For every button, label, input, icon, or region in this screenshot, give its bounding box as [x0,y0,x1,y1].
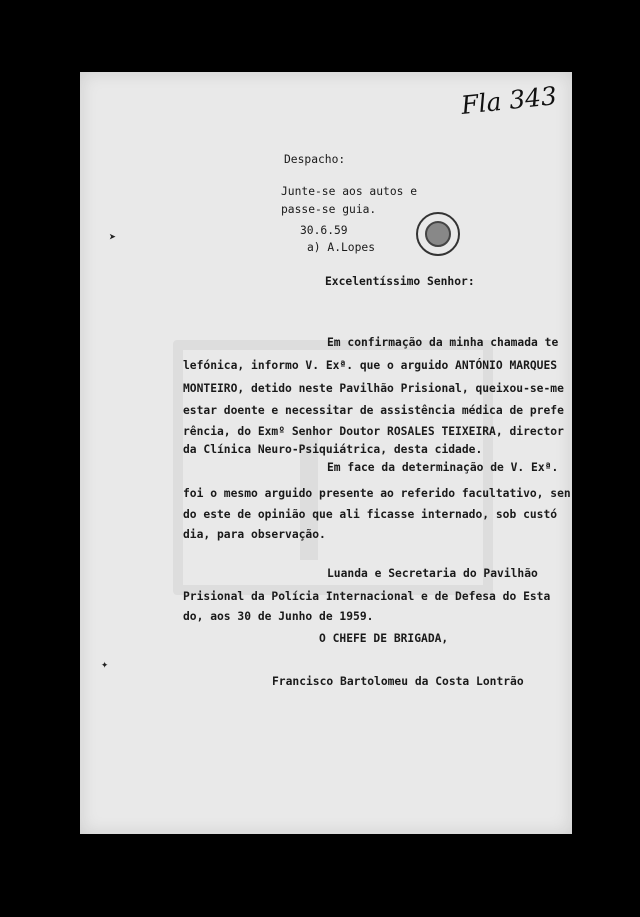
margin-mark: ✦ [101,657,109,671]
body-line: lefónica, informo V. Exª. que o arguido ANTÓNIO MARQUES [183,359,558,372]
body-line: estar doente e necessitar de assistência médica de prefe [183,404,564,417]
folio-number: Fla 343 [459,81,559,120]
margin-mark: ➤ [109,230,117,244]
closing-line: Luanda e Secretaria do Pavilhão [327,567,538,580]
signatory-name: Francisco Bartolomeu da Costa Lontrão [272,675,524,688]
signatory-role: O CHEFE DE BRIGADA, [319,632,449,645]
body-line: foi o mesmo arguido presente ao referido facultativo, sen [183,487,571,500]
official-seal [416,212,460,256]
despacho-heading: Despacho: [284,153,346,166]
salutation: Excelentíssimo Senhor: [325,275,475,288]
body-line: da Clínica Neuro-Psiquiátrica, desta cidade. [183,443,483,456]
body-line: Em confirmação da minha chamada te [327,336,559,349]
body-line: MONTEIRO, detido neste Pavilhão Prisional, queixou-se-me [183,382,564,395]
closing-line: do, aos 30 de Junho de 1959. [183,610,374,623]
closing-line: Prisional da Polícia Internacional e de Defesa do Esta [183,590,551,603]
despacho-date: 30.6.59 [300,224,348,237]
body-line: dia, para observação. [183,528,326,541]
despacho-signed: a) A.Lopes [307,241,376,254]
body-line: do este de opinião que ali ficasse internado, sob custó [183,508,558,521]
despacho-line-2: passe-se guia. [281,203,377,216]
body-line: rência, do Exmº Senhor Doutor ROSALES TEIXEIRA, director [183,425,564,438]
body-line: Em face da determinação de V. Exª. [327,461,559,474]
despacho-line-1: Junte-se aos autos e [281,185,418,198]
